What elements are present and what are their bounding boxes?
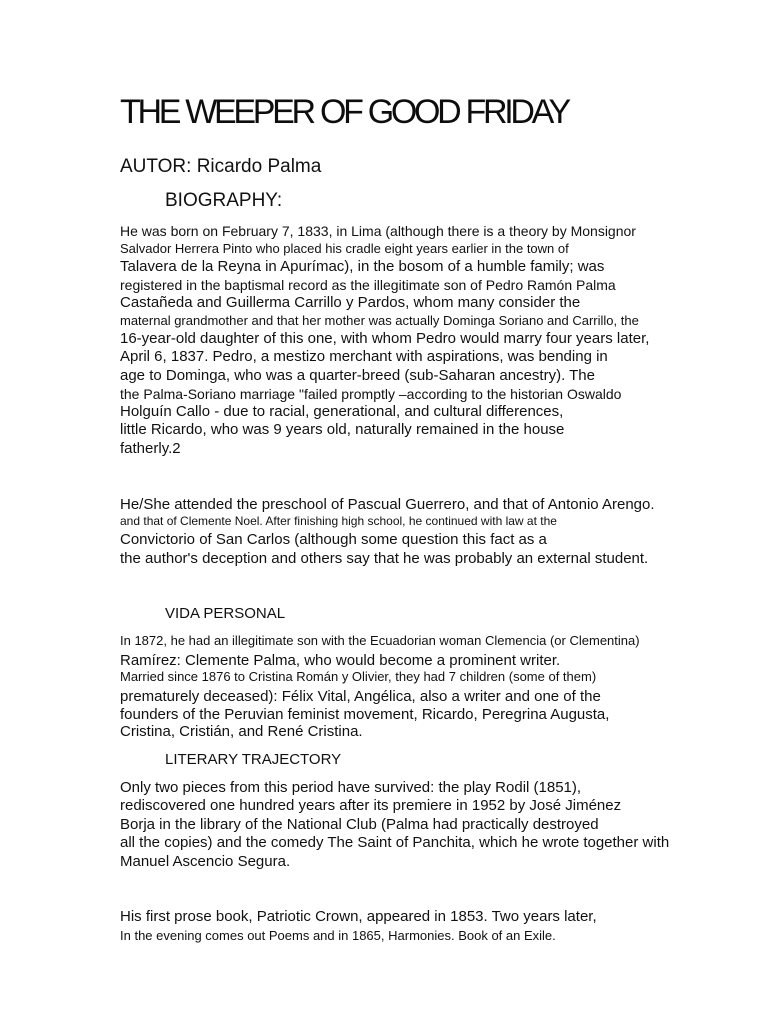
text-line: the author's deception and others say that he was probably an external student. <box>120 550 649 567</box>
text-line: Castañeda and Guillerma Carrillo y Pardos, whom many consider the <box>120 294 581 311</box>
text-line: April 6, 1837. Pedro, a mestizo merchant with aspirations, was bending in <box>120 348 608 365</box>
document-title: THE WEEPER OF GOOD FRIDAY <box>120 93 568 131</box>
text-line: His first prose book, Patriotic Crown, appeared in 1853. Two years later, <box>120 908 597 925</box>
personal-life-heading: VIDA PERSONAL <box>165 605 286 622</box>
literary-trajectory-heading: LITERARY TRAJECTORY <box>165 751 342 768</box>
text-line: 16-year-old daughter of this one, with whom Pedro would marry four years later, <box>120 330 650 347</box>
text-line: Only two pieces from this period have survived: the play Rodil (1851), <box>120 779 582 796</box>
text-line: and that of Clemente Noel. After finishing high school, he continued with law at the <box>120 514 557 528</box>
text-line: Ramírez: Clemente Palma, who would become a prominent writer. <box>120 652 561 669</box>
text-line: registered in the baptismal record as the illegitimate son of Pedro Ramón Palma <box>120 277 616 293</box>
text-line: little Ricardo, who was 9 years old, naturally remained in the house <box>120 421 565 438</box>
text-line: He/She attended the preschool of Pascual Guerrero, and that of Antonio Arengo. <box>120 496 655 513</box>
text-line: Salvador Herrera Pinto who placed his cradle eight years earlier in the town of <box>120 241 569 256</box>
text-line: In 1872, he had an illegitimate son with the Ecuadorian woman Clemencia (or Clementina) <box>120 633 640 648</box>
text-line: the Palma-Soriano marriage "failed promptly –according to the historian Oswaldo <box>120 386 622 402</box>
text-line: He was born on February 7, 1833, in Lima (although there is a theory by Monsignor <box>120 223 636 239</box>
text-line: all the copies) and the comedy The Saint of Panchita, which he wrote together with <box>120 834 670 851</box>
text-line: Convictorio of San Carlos (although some question this fact as a <box>120 531 547 548</box>
text-line: maternal grandmother and that her mother was actually Dominga Soriano and Carrillo, the <box>120 313 639 328</box>
text-line: Manuel Ascencio Segura. <box>120 853 291 870</box>
biography-heading: BIOGRAPHY: <box>165 190 283 211</box>
text-line: Cristina, Cristián, and René Cristina. <box>120 723 363 740</box>
text-line: Talavera de la Reyna in Apurímac), in the bosom of a humble family; was <box>120 258 605 275</box>
text-line: Borja in the library of the National Club (Palma had practically destroyed <box>120 816 599 833</box>
text-line: age to Dominga, who was a quarter-breed (sub-Saharan ancestry). The <box>120 367 595 384</box>
author-line: AUTOR: Ricardo Palma <box>120 156 322 177</box>
text-line: Holguín Callo - due to racial, generational, and cultural differences, <box>120 403 564 420</box>
text-line: Married since 1876 to Cristina Román y Olivier, they had 7 children (some of them) <box>120 669 597 684</box>
text-line: fatherly.2 <box>120 440 181 457</box>
text-line: founders of the Peruvian feminist movement, Ricardo, Peregrina Augusta, <box>120 706 610 723</box>
text-line: In the evening comes out Poems and in 1865, Harmonies. Book of an Exile. <box>120 928 556 943</box>
text-line: prematurely deceased): Félix Vital, Angélica, also a writer and one of the <box>120 688 601 705</box>
text-line: rediscovered one hundred years after its premiere in 1952 by José Jiménez <box>120 797 622 814</box>
